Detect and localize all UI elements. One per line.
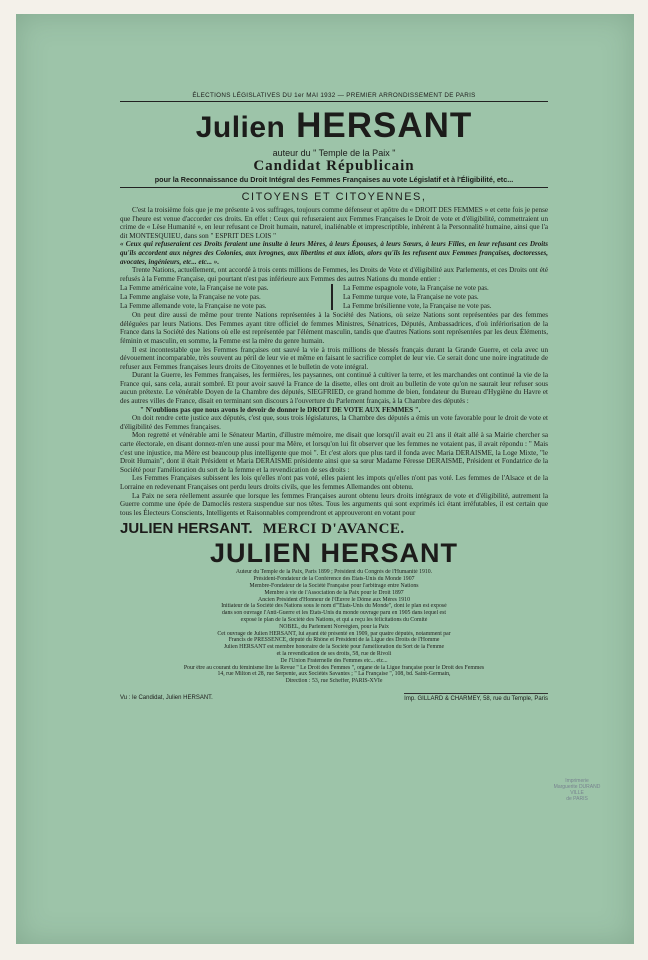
paragraph: La Paix ne sera réellement assurée que lorsque les femmes Françaises auront obtenu leurs droits intégraux de vote et d'éligibilité, autrement la Guerre comme une épée de Damoclès restera suspendue sur nos têtes. Tous les arguments qui sont exprimés ici étant irréfutables, il est certain que tous les Électeurs Conscients, Intelligents et Raisonnables comprendront et approuveront en votant pour	[120, 491, 548, 517]
bio-line: Auteur du Temple de la Paix, Paris 1899 ; Président du Congrès de l'Humanité 1910.	[235, 569, 433, 576]
paragraph: Les Femmes Françaises subissent les lois qu'elles n'ont pas voté, elles paient les impots qu'elles n'ont pas voté. Les femmes de l'Alsace et de la Lorraine en redevenant Françaises ont perdu leurs droits civils, que les femmes Allemandes ont obtenu.	[120, 474, 548, 491]
bio-line: exposé le plan de la Société des Nations, et qui a reçu les félicitations du Comité	[240, 616, 428, 623]
library-stamp	[552, 778, 602, 802]
merci: MERCI D'AVANCE.	[262, 521, 405, 538]
vote-line: La Femme allemande vote, la Française ne vote pas.	[120, 301, 267, 310]
bio-line: Direction : 53, rue Scheffer, PARIS-XVIe	[285, 678, 383, 685]
biography	[120, 569, 548, 685]
paragraph: Durant la Guerre, les Femmes françaises, les fermières, les paysannes, ont continué à cultiver la terre, et les marchandes ont continué la vie de la France qui, sans cela, aurait sombré. Et pour avoir sauvé la France de la disette, elles ont droit au bulletin de vote qu'on ne saurait leur refuser sous aucun prétexte. Le vénérable Doyen de la Chambre des députés, SIEGFRIED, ce grand homme de bien, fondateur du Bureau d'Hygiène du Havre et des autres villes de France, disait en terminant son discours à l'ouverture du Parlement français, à la Chambre des députés :	[120, 371, 548, 406]
paragraph: Il est incontestable que les Femmes françaises ont sauvé la vie à trois millions de blessés français durant la Grande Guerre, et cela avec un dévouement incomparable, très souvent au péril de leur vie et même en faisant le sacrifice complet de leur vie. Ce serait donc une noire ingratitude de refuser aux Femmes françaises leurs droits de Citoyennes et le bulletin de vote intégral.	[120, 345, 548, 371]
vote-column-left	[120, 284, 333, 310]
paragraph: Trente Nations, actuellement, ont accordé à trois cents millions de Femmes, les Droits de Vote et d'éligibilité aux Parlements, et ces Droits ont été refusés à la Femme Française, qui pourtant n'est pas inférieure aux Femmes des autres Nations du monde entier :	[120, 266, 548, 283]
bio-line: dans son ouvrage l'Anti-Guerre et les États-Unis du monde ouvrage paru en 1905 dans lequel est	[221, 610, 446, 617]
bio-line: Pour être au courant du féminisme lire la Revue " Le Droit des Femmes ", organe de la Ligue française pour le Droit des Femmes	[183, 664, 485, 671]
bio-line: De l'Union Fraternelle des Femmes etc... etc...	[280, 657, 388, 664]
siegfried-quote: " N'oublions pas que nous avons le devoir de donner le DROIT DE VOTE AUX FEMMES ".	[140, 405, 421, 414]
vote-comparison	[120, 284, 548, 310]
vote-name: JULIEN HERSANT.	[120, 520, 253, 538]
vote-line: La Femme anglaise vote, la Française ne vote pas.	[120, 292, 261, 301]
montesquieu-quote: « Ceux qui refuseraient ces Droits feraient une insulte à leurs Mères, à leurs Épouses, à leurs Sœurs, à leurs Filles, en leur refusant ces Droits qu'ils accordent aux nègres des Colonies, aux ivrognes, aux libertins et aux idiots, alors qu'ils les refusent aux Femmes françaises, doctoresses, avocates, ingénieurs, etc... etc... ».	[120, 240, 548, 266]
bio-line: Membre-Fondateur de la Société Française pour l'arbitrage entre Nations	[249, 582, 419, 589]
vote-line: La Femme espagnole vote, la Française ne vote pas.	[343, 284, 489, 293]
bio-line: Julien HERSANT est membre honoraire de la Société pour l'amélioration du Sort de la Femme	[223, 644, 445, 651]
vote-line: La Femme turque vote, la Française ne vote pas.	[343, 292, 479, 301]
platform-line: pour la Reconnaissance du Droit Intégral des Femmes Françaises au vote Législatif et à l'Éligibilité, etc...	[120, 175, 548, 188]
candidate-name	[120, 106, 548, 148]
footer	[120, 693, 548, 702]
manifesto-body	[120, 206, 548, 517]
footer-printer: Imp. GILLARD & CHARMEY, 58, rue du Temple, Paris	[404, 693, 548, 702]
bio-line: NOBEL, du Parlement Norvégien, pour la Paix	[279, 623, 389, 630]
bio-line: Cet ouvrage de Julien HERSANT, lui ayant été présenté en 1909, par quatre députés, notamment par	[217, 630, 451, 637]
bio-line: Initiateur de la Société des Nations sous le nom d'"États-Unis du Monde", dont le plan est exposé	[221, 603, 447, 610]
candidate-last-name: HERSANT	[296, 106, 473, 145]
vote-line: La Femme brésilienne vote, la Française ne vote pas.	[343, 301, 492, 310]
closing-line	[120, 520, 548, 538]
stamp-line: Imprimerie	[565, 778, 589, 784]
poster-content	[120, 92, 548, 702]
paragraph: C'est la troisième fois que je me présente à vos suffrages, toujours comme défenseur et apôtre du « DROIT DES FEMMES » et cette fois je pense que l'heure est venue d'accorder ces droits. En effet : Ceux qui refuseraient aux Femmes Françaises le Droit de vote et d'éligibilité, commettraient un crime de « Lèse Humanité », en leur refusant ce Droit humain, naturel, inaliénable et imprescriptible, inhérent à la Personnalité humaine, ainsi que l'a dit MONTESQUIEU, dans son " ESPRIT DES LOIS "	[120, 206, 548, 240]
footer-vu: Vu : le Candidat, Julien HERSANT.	[120, 694, 213, 701]
bio-line: Francis de PRESSENCE, député du Rhône et Président de la Ligue des Droits de l'Homme	[228, 637, 440, 644]
paragraph: Mon regretté et vénérable ami le Sénateur Martin, d'illustre mémoire, me disait que lorsqu'il avait eu 21 ans il était allé à sa Mairie chercher sa carte électorale, en disant donnez-m'en une aussi pour ma Mère, et lorsqu'on lui fit observer que les femmes ne votaient pas, il avait répondu : " Mais c'est une injustice, ma Mère est beaucoup plus intelligente que moi ". Et c'est alors que plus tard il fonda avec Maria DERAISME, la Loge Mixte, "le Droit Humain", dont il était Président et Maria DERAISME présidente ainsi que sa sœur Madame Féresse DERAISME, Président et Fondatrice de la Société pour l'amélioration du sort de la femme et la revendication de ses droits :	[120, 431, 548, 474]
bio-line: et la revendication de ses droits, 58, rue de Rivoli	[276, 650, 392, 657]
election-line: ÉLECTIONS LÉGISLATIVES DU 1er MAI 1932 — PREMIER ARRONDISSEMENT DE PARIS	[120, 92, 548, 102]
vote-column-right	[333, 284, 548, 310]
bio-line: Président-Fondateur de la Conférence des États-Unis du Monde 1907	[253, 576, 415, 583]
stamp-line: de PARIS	[566, 796, 588, 802]
stamp-line: VILLE	[570, 790, 584, 796]
bio-line: Membre à vie de l'Association de la Paix pour le Droit 1897	[264, 589, 404, 596]
author-line: auteur du " Temple de la Paix "	[272, 148, 396, 158]
paragraph: On doit rendre cette justice aux députés, c'est que, sous trois législatures, la Chambre des députés a émis un vote favorable pour le droit de vote et d'éligibilité des Femmes françaises.	[120, 414, 548, 431]
election-poster	[16, 14, 634, 944]
bio-line: 14, rue Milton et 28, rue Serpente, aux Sociétés Savantes ; " La Française ", 108, bd. Saint-Germain,	[217, 671, 451, 678]
paragraph: On peut dire aussi de même pour trente Nations représentées à la Société des Nations, où seize Nations sont représentées par des femmes déléguées par leurs Nations. Des Femmes ayant titre officiel de femmes Ministres, Sénatrices, Députés, Ambassadrices, d'où infériorisation de la France dans la Société des Nations où elle est représentée par l'élément masculin, tandis que d'autres Nations sont représentées par les deux Éléments, féminin et masculin, en somme, la Femme est la mère du genre humain.	[120, 311, 548, 345]
candidate-name-large: JULIEN HERSANT	[209, 538, 459, 569]
bio-line: Ancien Président d'Honneur de l'Œuvre le Dôme aux Mères 1910	[258, 596, 410, 603]
salutation: CITOYENS ET CITOYENNES,	[241, 191, 427, 203]
vote-line: La Femme américaine vote, la Française ne vote pas.	[120, 284, 269, 293]
candidate-title: Candidat Républicain	[253, 158, 415, 174]
candidate-first-name: Julien	[195, 111, 286, 144]
stamp-line: Marguerite DURAND	[553, 784, 601, 790]
